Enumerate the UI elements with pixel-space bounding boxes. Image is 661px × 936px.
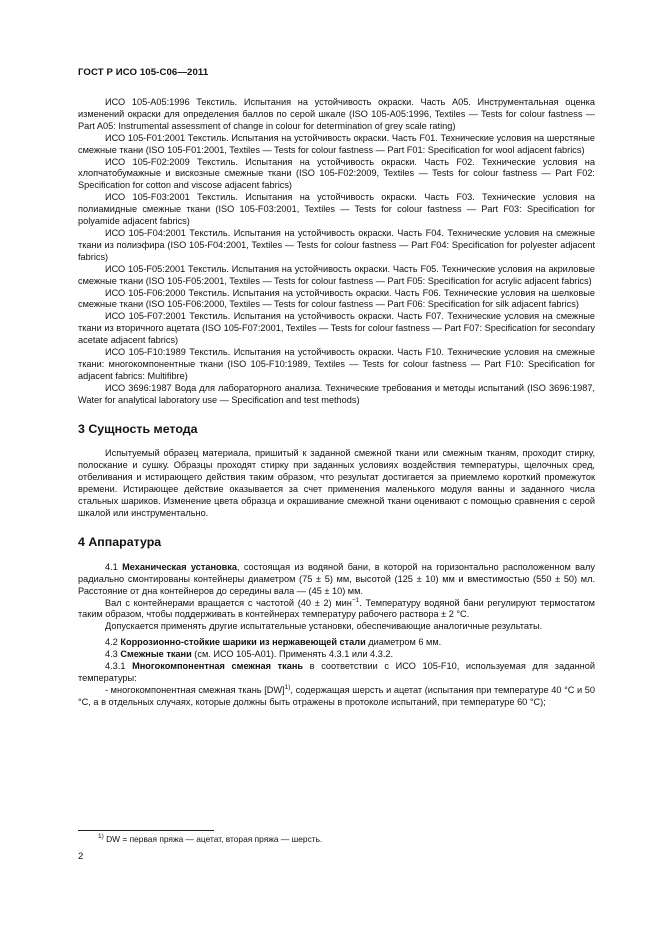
clause-4-3-1 [78, 661, 595, 685]
clause-text: , содержащая шерсть и ацетат (испытания при температуре 40 °С и 50 °С, а в отдельных случаях, которые должны быть отражены в протоколе испытаний, при температуре 60 °С); [78, 684, 595, 707]
reference-item: ИСО 105-F03:2001 Текстиль. Испытания на устойчивость окраски. Часть F03. Технические условия на полиамидные смежные ткани (ISO 105-F03:2001, Textiles — Tests for colour fastness — Part F03: Specification for polyamide adjacent fabrics) [78, 192, 595, 227]
clause-text: , состоящая из водяной бани, в которой на горизонтально расположенном валу радиально смонтированы контейнеры диаметром (75 ± 5) мм, высотой (125 ± 10) мм и вместимостью (550 ± 50) мл. Расстояние от дна контейнеров до середины вала — (45 ± 10) мм. [78, 561, 595, 596]
clause-text: Вал с контейнерами вращается с частотой (40 ± 2) мин [105, 597, 352, 608]
clause-number: 4.3 [105, 649, 118, 660]
clause-4-3-1-item [78, 685, 595, 709]
section-3-text: Испытуемый образец материала, пришитый к заданной смежной ткани или смежным тканям, проходит стирку, полоскание и сушку. Образцы проходят стирку при заданных условиях воздействия температуры, щелочных сред, отбеливания и истирающего действия таким образом, что результат достигается за приемлемо короткий промежуток времени. Истирающее действие оказывается за счет применения маленького модуля ванны и заданного числа стальных шариков. Изменение цвета образца и окрашивание смежной ткани оценивают с помощью сравнения с серой шкалой или инструментально. [78, 448, 595, 518]
clause-text: - многокомпонентная смежная ткань [DW] [105, 684, 285, 695]
clause-term: Смежные ткани [120, 649, 192, 660]
clause-number: 4.1 [105, 561, 118, 572]
clause-4-1 [78, 562, 595, 598]
section-3-heading: 3 Сущность метода [78, 421, 198, 436]
clause-text: . Температуру водяной бани регулируют термостатом таким образом, чтобы поддерживать в контейнерах температуру рабочего раствора ± 2 °С. [78, 597, 595, 620]
reference-item: ИСО 105-F02:2009 Текстиль. Испытания на устойчивость окраски. Часть F02. Технические условия на хлопчатобумажные и вискозные смежные ткани (ISO 105-F02:2009, Textiles — Tests for colour fastness — Part F02: Specification for cotton and viscose adjacent fabrics) [78, 156, 595, 191]
page-number: 2 [78, 851, 84, 862]
references-list [78, 97, 595, 407]
clause-term: Механическая установка [122, 561, 238, 572]
clause-4-2 [78, 637, 595, 649]
clause-4-1-note: Допускается применять другие испытательные установки, обеспечивающие аналогичные результаты. [105, 621, 543, 632]
reference-item: ИСО 105-F04:2001 Текстиль. Испытания на устойчивость окраски. Часть F04. Технические условия на смежные ткани из полиэфира (ISO 105-F04:2001, Textiles — Tests for colour fastness — Part F04: Specification for polyester adjacent fabrics) [78, 227, 595, 262]
footnote-divider [78, 830, 214, 831]
clause-number: 4.3.1 [105, 661, 126, 672]
clause-term: Коррозионно-стойкие шарики из нержавеющей стали [120, 637, 366, 648]
clause-term: Многокомпонентная смежная ткань [132, 661, 304, 672]
reference-item: ИСО 105-F01:2001 Текстиль. Испытания на устойчивость окраски. Часть F01. Технические условия на шерстяные смежные ткани (ISO 105-F01:2001, Textiles — Tests for colour fastness — Part F01: Specification for wool adjacent fabrics) [78, 132, 595, 155]
reference-item: ИСО 105-F06:2000 Текстиль. Испытания на устойчивость окраски. Часть F06. Технические условия на шелковые смежные ткани (ISO 105-F06:2000, Textiles — Tests for colour fastness — Part F06: Specification for silk adjacent fabrics) [78, 287, 595, 310]
footnote-ref: 1) [284, 683, 291, 691]
document-header: ГОСТ Р ИСО 105-С06—2011 [78, 67, 209, 78]
superscript: −1 [351, 596, 360, 604]
section-4-heading: 4 Аппаратура [78, 534, 162, 549]
reference-item: ИСО 105-F10:1989 Текстиль. Испытания на устойчивость окраски. Часть F10. Технические условия на смежные ткани: многокомпонентные ткани (ISO 105-F10:1989, Textiles — Tests for colour fastness — Part F10: Specification for adjacent fabrics: Multifibre) [78, 347, 595, 381]
clause-text: (см. ИСО 105-А01). Применять 4.3.1 или 4.3.2. [191, 649, 394, 660]
clause-4-1-rotation [78, 598, 595, 622]
reference-item: ИСО 105-A05:1996 Текстиль. Испытания на устойчивость окраски. Часть А05. Инструментальная оценка изменений окраски для определения баллов по серой шкале (ISO 105-A05:1996, Textiles — Tests for colour fastness — Part A05: Instrumental assessment of change in colour for determination of grey scale rating) [78, 97, 595, 131]
footnote [98, 834, 322, 844]
clause-text: диаметром 6 мм. [365, 637, 442, 648]
footnote-mark: 1) [98, 833, 104, 841]
clause-number: 4.2 [105, 637, 118, 648]
footnote-text: DW = первая пряжа — ацетат, вторая пряжа — шерсть. [106, 834, 323, 844]
reference-item: ИСО 105-F07:2001 Текстиль. Испытания на устойчивость окраски. Часть F07. Технические условия на смежные ткани из вторичного ацетата (ISO 105-F07:2001, Textiles — Tests for colour fastness — Part F07: Specification for secondary acetate adjacent fabrics) [78, 311, 595, 346]
clause-text: в соответствии с ИСО 105-F10, используемая для заданной температуры: [78, 661, 595, 683]
page-body [78, 97, 595, 709]
reference-item: ИСО 3696:1987 Вода для лабораторного анализа. Технические требования и методы испытаний (ISO 3696:1987, Water for analytical laboratory use — Specification and test methods) [78, 382, 595, 405]
clause-4-3 [78, 649, 595, 661]
reference-item: ИСО 105-F05:2001 Текстиль. Испытания на устойчивость окраски. Часть F05. Технические условия на акриловые смежные ткани (ISO 105-F05:2001, Textiles — Tests for colour fastness — Part F05: Specification for acrylic adjacent fabrics) [78, 263, 595, 286]
